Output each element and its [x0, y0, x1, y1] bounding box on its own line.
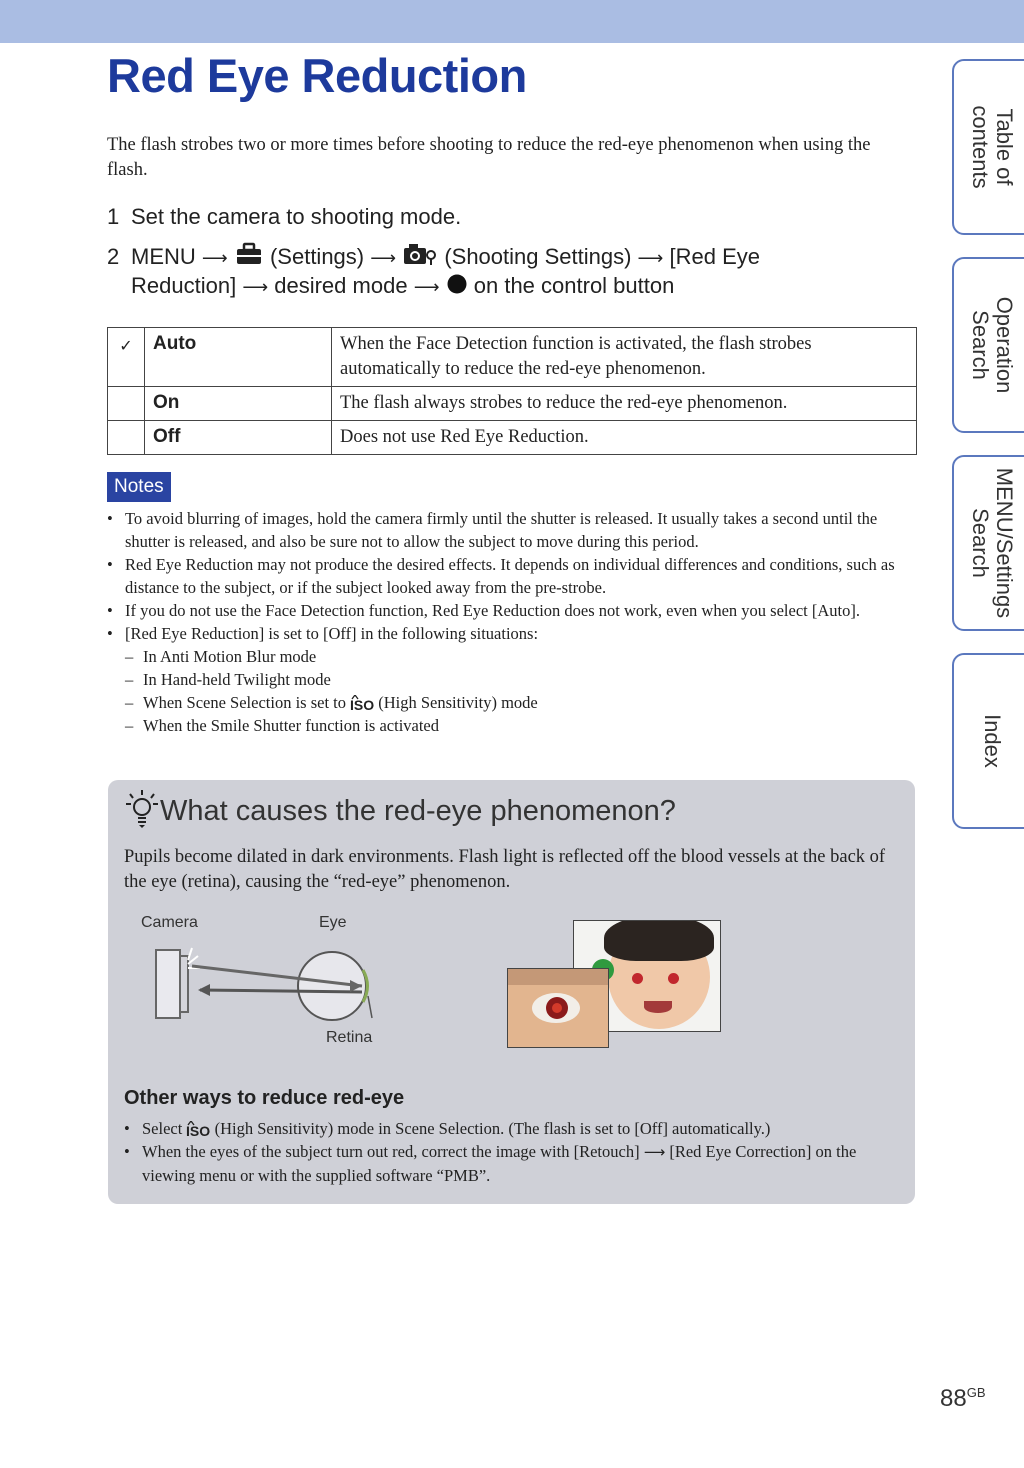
option-name: On	[145, 387, 332, 421]
tab-label: MENU/Settings Search	[968, 467, 1017, 619]
red-eye-label: [Red Eye	[669, 244, 760, 269]
sub-list-item: – In Hand-held Twilight mode	[107, 668, 917, 691]
page-number	[940, 1385, 986, 1413]
step-text: Set the camera to shooting mode.	[131, 204, 462, 229]
sub-list-item	[107, 691, 917, 714]
option-name: Auto	[145, 328, 332, 387]
list-item: • If you do not use the Face Detection function, Red Eye Reduction does not work, even when you select [Auto].	[107, 599, 917, 622]
eye-closeup-photo	[507, 968, 609, 1048]
tab-menu-settings-search[interactable]	[952, 455, 1024, 631]
list-item	[124, 1140, 894, 1187]
step-1	[107, 204, 461, 230]
notes-badge: Notes	[107, 472, 171, 502]
notes-list	[107, 507, 917, 737]
settings-label: (Settings)	[269, 244, 365, 269]
red-eye-label-end: Reduction]	[131, 273, 237, 298]
shooting-settings-label: (Shooting Settings)	[444, 244, 632, 269]
red-eye-photos	[507, 920, 721, 1048]
lightbulb-hint-icon	[124, 788, 160, 828]
step-2	[107, 242, 760, 270]
svg-text:ISO: ISO	[350, 697, 375, 711]
desired-mode-label: desired mode	[274, 273, 408, 298]
step-number: 1	[107, 204, 120, 229]
sub-list-item: – In Anti Motion Blur mode	[107, 645, 917, 668]
other-ways-heading: Other ways to reduce red-eye	[124, 1087, 405, 1109]
right-arrow-icon: ⟶	[637, 248, 664, 269]
list-item-text: When the eyes of the subject turn out red, correct the image with [Retouch]	[142, 1142, 640, 1161]
right-arrow-icon: ⟶	[413, 277, 440, 298]
table-row	[108, 387, 917, 421]
tab-label: Table of contents	[968, 105, 1017, 189]
camera-label: Camera	[141, 914, 198, 931]
right-arrow-icon: ⟶	[370, 248, 397, 269]
sub-item-text: (High Sensitivity) mode	[378, 693, 538, 712]
intro-paragraph: The flash strobes two or more times before shooting to reduce the red-eye phenomenon when using the flash.	[107, 135, 871, 180]
table-row	[108, 328, 917, 387]
toolbox-icon	[234, 242, 264, 266]
svg-text:ISO: ISO	[186, 1123, 211, 1137]
high-sensitivity-icon	[350, 695, 374, 711]
step-number: 2	[107, 244, 120, 269]
page-title: Red Eye Reduction	[107, 49, 527, 102]
tab-table-of-contents[interactable]	[952, 59, 1024, 235]
option-name: Off	[145, 421, 332, 455]
eye-label: Eye	[319, 914, 347, 931]
top-banner	[0, 0, 1024, 43]
right-arrow-icon: ⟶	[201, 248, 228, 269]
option-description: The flash always strobes to reduce the red-eye phenomenon.	[332, 387, 917, 421]
option-description: When the Face Detection function is activated, the flash strobes automatically to reduce the red-eye phenomenon.	[332, 328, 917, 387]
tip-box	[108, 780, 915, 1204]
high-sensitivity-icon	[186, 1121, 210, 1137]
option-description: Does not use Red Eye Reduction.	[332, 421, 917, 455]
list-item-text: [Red Eye Correction] on the viewing menu or with the supplied software “PMB”.	[142, 1142, 857, 1185]
step-2-cont	[131, 273, 674, 299]
list-item: • Red Eye Reduction may not produce the desired effects. It depends on individual differences and conditions, such as distance to the subject, or if the subject looked away from the pre-strobe.	[107, 553, 917, 599]
center-button-dot-icon	[446, 273, 468, 295]
tip-body: Pupils become dilated in dark environments. Flash light is reflected off the blood vessels at the back of the eye (retina), causing the “red-eye” phenomenon.	[124, 847, 886, 892]
right-arrow-icon: ⟶	[242, 277, 269, 298]
tab-operation-search[interactable]	[952, 257, 1024, 433]
sub-item-text: When Scene Selection is set to	[143, 693, 346, 712]
right-arrow-icon: ⟶	[643, 1143, 666, 1161]
list-item: • To avoid blurring of images, hold the camera firmly until the shutter is released. It usually takes a second until the shutter is released, and also be sure not to allow the subject to move during this period.	[107, 507, 917, 553]
empty-cell	[108, 387, 145, 421]
menu-label: MENU	[131, 244, 196, 269]
tab-label: Operation Search	[968, 296, 1017, 394]
page-number-suffix: GB	[966, 1385, 986, 1400]
list-item-text: Select	[142, 1119, 183, 1138]
tab-index[interactable]	[952, 653, 1024, 829]
eye-diagram	[148, 940, 388, 1030]
camera-settings-icon	[402, 242, 438, 266]
control-button-label: on the control button	[473, 273, 675, 298]
table-row	[108, 421, 917, 455]
checkmark-icon: ✓	[108, 328, 145, 387]
retina-label: Retina	[326, 1029, 373, 1046]
list-item-text: (High Sensitivity) mode in Scene Selection. (The flash is set to [Off] automatically.)	[214, 1119, 771, 1138]
other-ways-list	[124, 1117, 894, 1187]
options-table	[107, 327, 917, 455]
page-number-value: 88	[940, 1385, 967, 1412]
tab-label: Index	[980, 714, 1005, 768]
sub-list-item: – When the Smile Shutter function is activated	[107, 714, 917, 737]
tip-title	[124, 788, 676, 828]
empty-cell	[108, 421, 145, 455]
tip-title-text: What causes the red-eye phenomenon?	[160, 795, 676, 827]
list-item	[124, 1117, 894, 1140]
list-item: • [Red Eye Reduction] is set to [Off] in the following situations:	[107, 622, 917, 645]
